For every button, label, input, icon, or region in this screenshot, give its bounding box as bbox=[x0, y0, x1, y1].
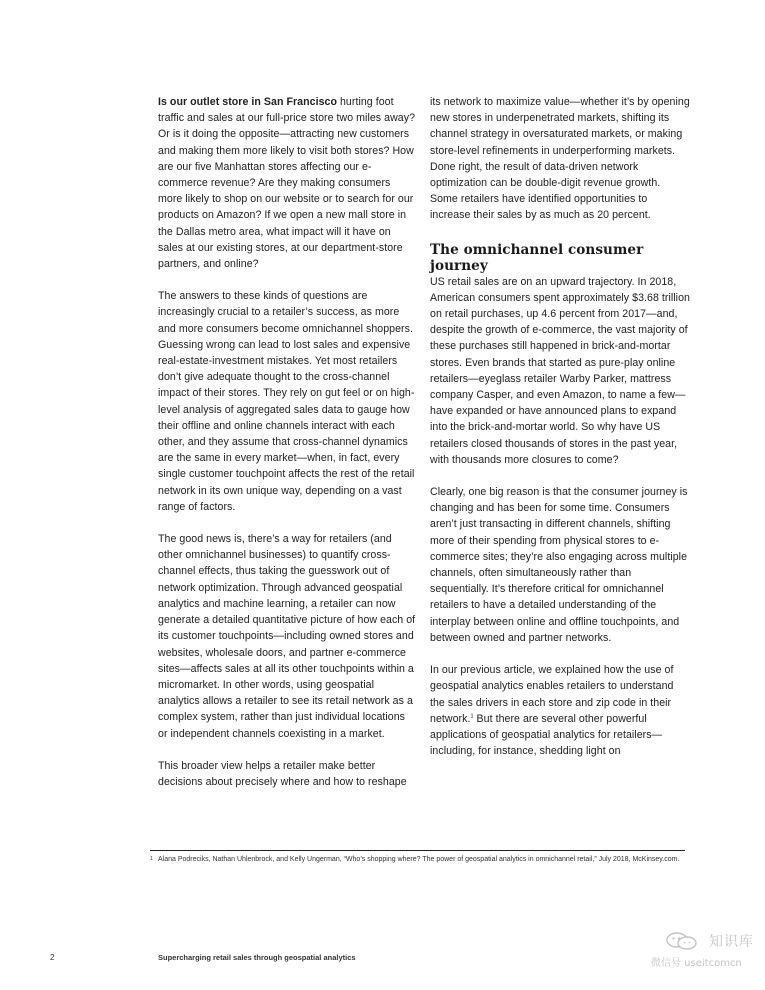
watermark bbox=[651, 930, 761, 974]
wechat-icon bbox=[665, 932, 699, 950]
body-paragraph: The answers to these kinds of questions are increasingly crucial to a retailer’s success, as more and more consumers become omnichannel shoppers. Guessing wrong can lead to lost sales and expensive real-estate-investment mistakes. Yet most retailers don’t give adequate thought to the cross-channel impact of their stores. They rely on gut feel or on high-level analysis of aggregated sales data to gauge how their offline and online channels interact with each other, and they assume that cross-channel dynamics are the same in every market—when, in fact, every single customer touchpoint affects the rest of the retail network in its own unique way, depending on a vast range of factors. bbox=[158, 290, 415, 513]
paragraph-text: But there are several other powerful applications of geospatial analytics for retailers—including, for instance, shedding light on bbox=[430, 712, 663, 758]
body-paragraph: US retail sales are on an upward trajectory. In 2018, American consumers spent approximately $3.68 trillion on retail purchases, up 4.6 percent from 2017—and, despite the growth of e-commerce, the vast majority of these purchases still happened in brick-and-mortar stores. Even brands that started as pure-play online retailers—eyeglass retailer Warby Parker, mattress company Casper, and even Amazon, to name a few—have expanded or have announced plans to expand into the brick-and-mortar world. So why have US retailers closed thousands of stores in the past year, with thousands more closures to come? bbox=[430, 275, 690, 466]
body-paragraph: its network to maximize value—whether it’s by opening new stores in underpenetrated markets, shifting its channel strategy in oversaturated markets, or making store-level refinements in underperforming markets. Done right, the result of data-driven network optimization can be double-digit revenue growth. Some retailers have identified opportunities to increase their sales by as much as 20 percent. bbox=[430, 96, 690, 222]
body-paragraph bbox=[430, 662, 690, 759]
left-column bbox=[158, 94, 416, 806]
right-column bbox=[430, 94, 690, 775]
footnote-number: 1 bbox=[150, 856, 153, 862]
paragraph-text: hurting foot traffic and sales at our full-price store two miles away? Or is it doing the opposite—attracting new customers and making them more likely to visit both stores? How are our five Manhattan stores affecting our e-commerce revenue? Are they making consumers more likely to shop on our website or to search for our products on Amazon? If we open a new mall store in the Dallas metro area, what impact will it have on sales at our existing stores, at our department-store partners, and online? bbox=[158, 96, 416, 271]
body-paragraph: The good news is, there’s a way for retailers (and other omnichannel businesses) to quantify cross-channel effects, thus taking the guesswork out of network optimization. Through advanced geospatial analytics and machine learning, a retailer can now generate a detailed quantitative picture of how each of its customer touchpoints—including owned stores and websites, wholesale doors, and partner e-commerce sites—affects sales at all its other touchpoints within a micromarket. In other words, using geospatial analytics allows a retailer to see its retail network as a complex system, rather than just individual locations or independent channels coexisting in a market. bbox=[158, 533, 416, 740]
footnote-divider bbox=[150, 850, 685, 851]
section-heading: The omnichannel consumer journey bbox=[430, 241, 644, 274]
footnote bbox=[150, 855, 690, 866]
body-paragraph: Clearly, one big reason is that the consumer journey is changing and has been for some time. Consumers aren’t just transacting in different channels, shifting more of their spending from physical stores to e-commerce sites; they’re also engaging across multiple channels, often simultaneously rather than sequentially. It’s therefore critical for omnichannel retailers to have a detailed understanding of the interplay between online and offline touchpoints, and between owned and partner networks. bbox=[430, 486, 688, 644]
watermark-id: 微信号 useitcomcn bbox=[651, 958, 742, 969]
body-paragraph: This broader view helps a retailer make better decisions about precisely where and how to reshape bbox=[158, 759, 407, 788]
paragraph-text: In our previous article, we explained how the use of geospatial analytics enables retailers to understand the sales drivers in each store and zip code in their network. bbox=[430, 664, 674, 725]
body-paragraph bbox=[158, 94, 416, 272]
footnote-text: Alana Podreciks, Nathan Uhlenbrock, and Kelly Ungerman, “Who’s shopping where? The power of geospatial analytics in omnichannel retail,” July 2018, McKinsey.com. bbox=[158, 856, 680, 863]
lead-in-bold: Is our outlet store in San Francisco bbox=[158, 96, 337, 108]
page-number: 2 bbox=[50, 953, 55, 962]
watermark-name: 知识库 bbox=[709, 934, 754, 950]
footnote-reference[interactable]: 1 bbox=[470, 713, 474, 720]
running-footer-title: Supercharging retail sales through geospatial analytics bbox=[158, 953, 356, 962]
